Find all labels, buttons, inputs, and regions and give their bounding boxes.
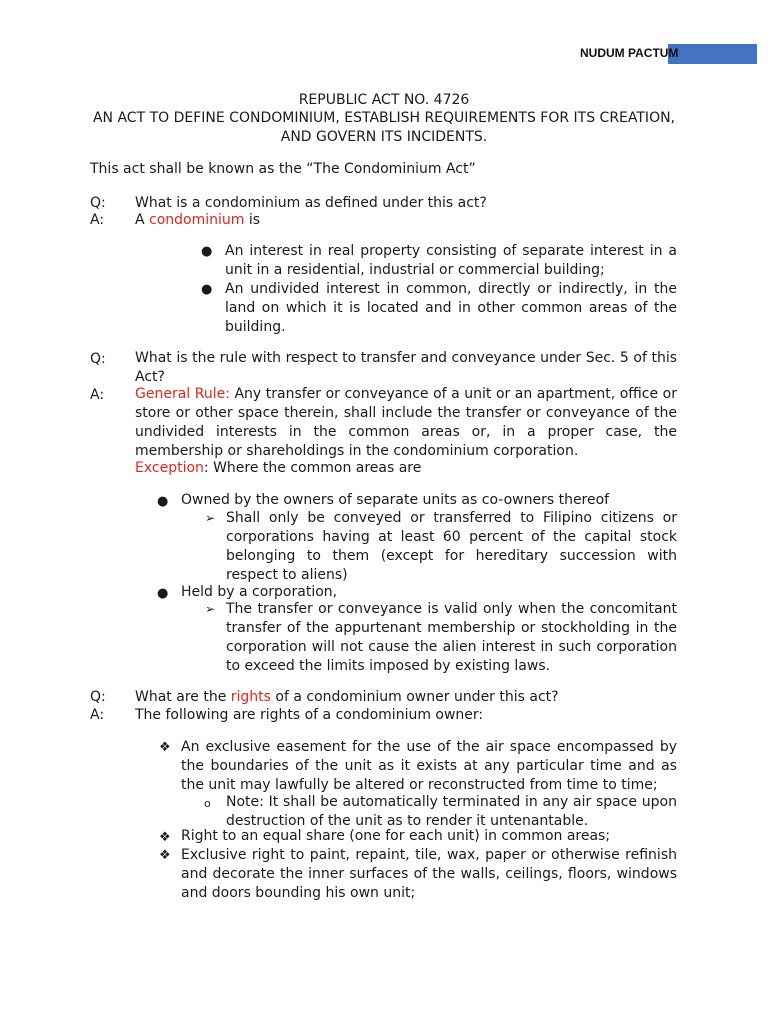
a3-answer: The following are rights of a condominium owner:	[135, 707, 484, 723]
a1-term-condominium: condominium	[149, 212, 245, 228]
q2-bullet-1-sub: Shall only be conveyed or transferred to Filipino citizens or corporations having at least 60 percent of the capital stock belonging to them (except for hereditary succession with respect to aliens)	[226, 510, 677, 583]
q3-item-1-note: Note: It shall be automatically terminated in any air space upon destruction of the unit as to render it untenantable.	[226, 794, 677, 829]
q1-bullet-2: An undivided interest in common, directly or indirectly, in the land on which it is located and in other common areas of the building.	[225, 281, 677, 335]
q1-question: What is a condominium as defined under this act?	[135, 195, 487, 211]
q3-item-1: An exclusive easement for the use of the air space encompassed by the boundaries of the unit as it exists at any particular time and as the unit may lawfully be altered or reconstructed from time to time;	[181, 739, 677, 793]
diamond-bullet-icon: ❖	[159, 848, 171, 863]
document-title: REPUBLIC ACT NO. 4726	[298, 92, 470, 108]
bullet-icon: ●	[201, 282, 213, 297]
q3-item-2: Right to an equal share (one for each unit) in common areas;	[181, 828, 611, 844]
q1-label: Q:	[90, 195, 106, 211]
a2-exception	[135, 460, 421, 476]
q2-label: Q:	[90, 351, 106, 367]
q3-label: Q:	[90, 689, 106, 705]
a3-label: A:	[90, 707, 105, 723]
intro-text: This act shall be known as the “The Condominium Act”	[90, 161, 476, 177]
q2-bullet-2: Held by a corporation,	[181, 584, 338, 600]
q3-question	[135, 689, 559, 705]
q3-suffix: of a condominium owner under this act?	[270, 689, 559, 705]
exception-text: : Where the common areas are	[203, 460, 422, 476]
q2-bullet-2-sub: The transfer or conveyance is valid only when the concomitant transfer of the appurtenant membership or stockholding in the corporation will not cause the alien interest in such corporation to exceed the limits imposed by existing laws.	[226, 601, 677, 674]
diamond-bullet-icon: ❖	[159, 740, 171, 755]
q2-question: What is the rule with respect to transfer and conveyance under Sec. 5 of this Act?	[135, 350, 677, 385]
circle-bullet-icon: o	[204, 797, 211, 810]
general-rule-term: General Rule:	[135, 386, 230, 402]
header-accent-bar	[668, 44, 757, 64]
bullet-icon: ●	[157, 586, 169, 601]
arrow-bullet-icon: ➢	[205, 511, 216, 525]
a1-answer	[135, 212, 260, 228]
arrow-bullet-icon: ➢	[205, 602, 216, 616]
q3-term-rights: rights	[230, 689, 271, 705]
a1-prefix: A	[135, 212, 150, 228]
a1-suffix: is	[244, 212, 261, 228]
document-subtitle-line2: AND GOVERN ITS INCIDENTS.	[280, 129, 488, 145]
q2-bullet-1: Owned by the owners of separate units as co-owners thereof	[181, 492, 610, 508]
a2-general-rule	[135, 385, 677, 461]
diamond-bullet-icon: ❖	[159, 830, 171, 845]
q1-bullet-1: An interest in real property consisting of separate interest in a unit in a residential, industrial or commercial building;	[225, 243, 677, 278]
q3-item-3: Exclusive right to paint, repaint, tile, wax, paper or otherwise refinish and decorate the inner surfaces of the walls, ceilings, floors, windows and doors bounding his own unit;	[181, 847, 677, 901]
a1-label: A:	[90, 212, 105, 228]
header-label: NUDUM PACTUM	[580, 46, 679, 60]
a2-label: A:	[90, 387, 105, 403]
bullet-icon: ●	[157, 494, 169, 509]
general-rule-text: Any transfer or conveyance of a unit or an apartment, office or store or other space therein, shall include the transfer or conveyance of the undivided interests in the common areas or, in a proper case, the membership or shareholdings in the condominium corporation.	[135, 386, 677, 459]
bullet-icon: ●	[201, 244, 213, 259]
exception-term: Exception	[135, 460, 204, 476]
document-subtitle-line1: AN ACT TO DEFINE CONDOMINIUM, ESTABLISH REQUIREMENTS FOR ITS CREATION,	[92, 110, 676, 126]
q3-prefix: What are the	[135, 689, 231, 705]
